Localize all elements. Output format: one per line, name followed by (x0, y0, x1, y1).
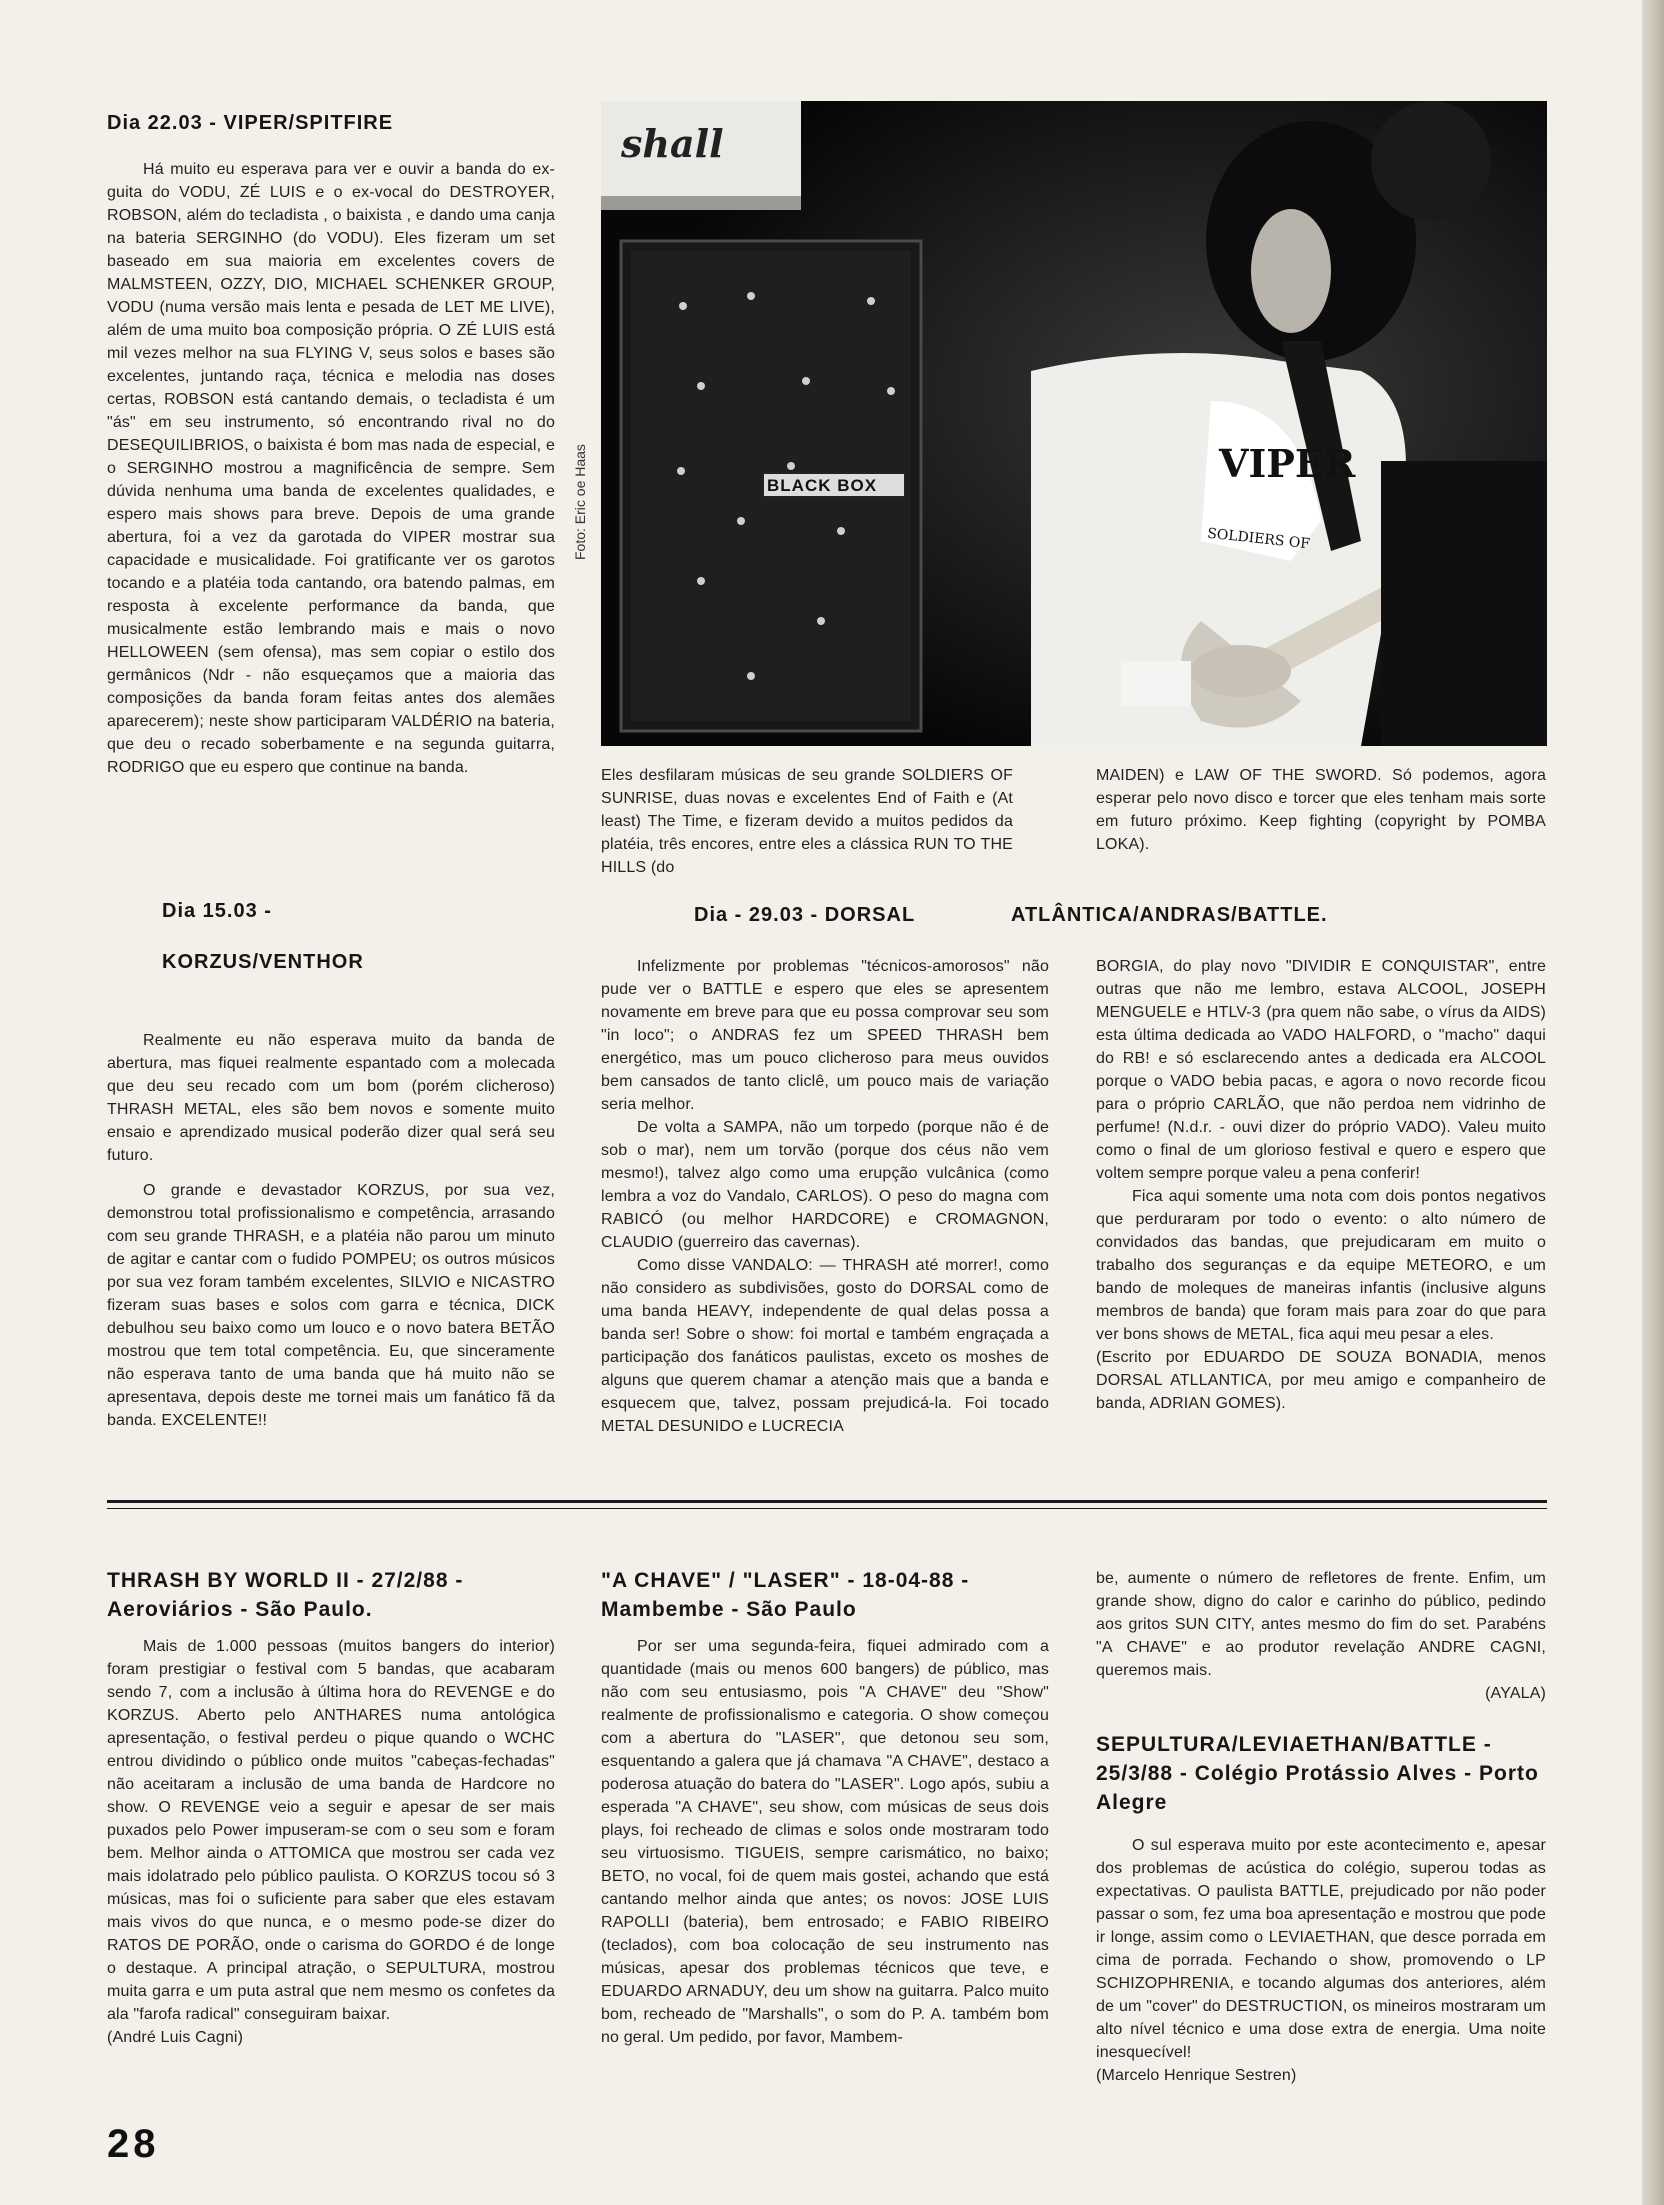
cabinet-label: BLACK BOX (767, 476, 878, 495)
thrash-article (107, 1635, 555, 2049)
page-edge (1642, 0, 1664, 2205)
dorsal-col1-paragraph-2: De volta a SAMPA, não um torpedo (porque não é de sob o mar), nem um torvão (porque dos céus não vem mesmo!), talvez algo como uma erupção vulcânica (como lembra a voz do Vandalo, CARLOS). O peso do magna com RABICÓ (ou melhor HARDCORE) e CROMAGNON, CLAUDIO (guerreiro das cavernas). (601, 1119, 1049, 1251)
korzus-paragraph-2: O grande e devastador KORZUS, por sua vez, demonstrou total profissionalismo e competência, arrasando com seu grande THRASH, e a platéia não parou um minuto de agitar e cantar com o fudido POMPEU; os outros músicos por sua vez foram também excelentes, SILVIO e NICASTRO fizeram suas bases e solos com garra e técnica, DICK debulhou seu baixo como um louco e o novo batera BETÃO mostrou que tem total competência. Eu, que sinceramente não esperava tanto de uma banda que há muito não se apresentava, depois deste me tornei mais um fanático fã da banda. EXCELENTE!! (107, 1182, 555, 1429)
korzus-heading-bands: KORZUS/VENTHOR (162, 951, 364, 973)
chave-col3-text: be, aumente o número de refletores de frente. Enfim, um grande show, digno do calor e carinho do público, pedindo aos gritos SUN CITY, antes mesmo do fim do set. Parabéns "A CHAVE" e ao produtor revelação ANDRE CAGNI, queremos mais. (1096, 1570, 1546, 1679)
dorsal-col2-paragraph-3: (Escrito por EDUARDO DE SOUZA BONADIA, menos DORSAL ATLLANTICA, por meu amigo e companheiro de banda, ADRIAN GOMES). (1096, 1349, 1546, 1412)
dorsal-heading-right: ATLÂNTICA/ANDRAS/BATTLE. (1011, 904, 1328, 926)
sepultura-paragraph-1: O sul esperava muito por este acontecimento e, apesar dos problemas de acústica do colégio, superou todas as expectativas. O paulista BATTLE, prejudicado por não poder passar o som, fez uma boa apresentação e mostrou que pode ir longe, assim como o LEVIAETHAN, que desce porrada em cima de porrada. Fechando o show, promovendo o LP SCHIZOPHRENIA, e tocando algumas dos anteriores, além de um "cover" do DESTRUCTION, os mineiros mostraram um alto nível técnico e uma dose extra de energia. Uma noite inesquecível! (1096, 1837, 1546, 2061)
chave-article (601, 1635, 1049, 2049)
viper-column-2 (601, 764, 1013, 879)
korzus-heading-date: Dia 15.03 - (162, 900, 272, 922)
viper-paragraph-1: Há muito eu esperava para ver e ouvir a banda do ex-guita do VODU, ZÉ LUIS e o ex-vocal do DESTROYER, ROBSON, além do tecladista , o baixista , e dando uma canja na bateria SERGINHO (do VODU). Eles fizeram um set baseado em sua maioria em excelentes covers de MALMSTEEN, OZZY, DIO, MICHAEL SCHENKER GROUP, VODU (numa versão mais lenta e pesada de LET ME LIVE), além de uma muito boa composição própria. O ZÉ LUIS está mil vezes melhor na sua FLYING V, seus solos e bases são excelentes, juntando raça, técnica e melodia nas doses certas, ROBSON está cantando demais, o tecladista é um "ás" em seu instrumento, só encontrando rival no do DESEQUILIBRIOS, o baixista é bom mas nada de especial, e o SERGINHO mostrou a magnificência de sempre. Sem dúvida nenhuma uma banda de excelentes qualidades, e espero mais shows para breve. Depois de uma grande abertura, foi a vez da garotada do VIPER mostrar sua capacidade e musicalidade. Foi gratificante ver os garotos tocando e a platéia toda cantando, ora batendo palmas, em resposta à excelente performance da banda, que musicalmente estão lembrando mais e mais o novo HELLOWEEN (sem ofensa), mas sem copiar o estilo dos germânicos (Ndr - não esqueçamos que a maioria das composições da banda foram feitas antes dos alemães aparecerem); neste show participaram VALDÉRIO na bateria, que deu o recado soberbamente e na segunda guitarra, RODRIGO que eu espero que continue na banda. (107, 161, 555, 776)
viper-heading: Dia 22.03 - VIPER/SPITFIRE (107, 112, 394, 134)
thrash-paragraph-1: Mais de 1.000 pessoas (muitos bangers do interior) foram prestigiar o festival com 5 bandas, que acabaram sendo 7, com a inclusão à última hora do REVENGE e do KORZUS. Aberto pelo ANTHARES numa antológica apresentação, o festival perdeu o pique quando o WCHC entrou dividindo o público onde muitos "cabeças-fechadas" não aceitaram a inclusão de uma banda de Hardcore no show. O REVENGE veio a seguir e apesar de ser mais puxados pelo Power impuseram-se com o seu som e foram bem. Melhor ainda o ATTOMICA que mostrou ser cada vez mais idolatrado pelo público paulista. O KORZUS tocou só 3 músicas, mas foi o suficiente para saber que eles estavam mais vivos do que nunca, e o mesmo pode-se dizer do RATOS DE PORÃO, onde o carisma do GORDO é de longe o destaque. A principal atração, o SEPULTURA, mostrou muita garra e um puta astral que nem mesmo os confetes da ala "farofa radical" conseguiram baixar. (107, 1638, 555, 2023)
chave-column-3 (1096, 1567, 1546, 1705)
sepultura-article (1096, 1834, 1546, 2087)
dorsal-heading-left: Dia - 29.03 - DORSAL (694, 904, 916, 926)
viper-column-3 (1096, 764, 1546, 856)
sepultura-signature: (Marcelo Henrique Sestren) (1096, 2067, 1297, 2084)
amp-logo: shall (621, 121, 724, 166)
dorsal-col1-paragraph-3: Como disse VANDALO: — THRASH até morrer!, como não considero as subdivisões, gosto do DORSAL como de uma banda HEAVY, independente de qual delas possa a banda ser! Sobre o show: foi mortal e também engraçada a participação dos fanáticos paulistas, exceto os moshes de alguns que querem chamar a atenção mais que a banda e esquecem que, talvez, possam prejudicá-la. Foi tocado METAL DESUNIDO e LUCRECIA (601, 1257, 1049, 1435)
sepultura-heading: SEPULTURA/LEVIAETHAN/BATTLE - 25/3/88 - Colégio Protássio Alves - Porto Alegre (1096, 1733, 1539, 1814)
photo-credit: Foto: Eric oe Haas (572, 444, 588, 560)
chave-paragraph-1: Por ser uma segunda-feira, fiquei admirado com a quantidade (mais ou menos 600 bangers) de público, mas não com seu entusiasmo, pois "A CHAVE" deu "Show" realmente de profissionalismo e categoria. O show começou com a abertura do "LASER", que detonou seu som, esquentando a galera que já chamava "A CHAVE", destaco a poderosa atuação do batera do "LASER". Logo após, subiu a esperada "A CHAVE", seu show, com músicas de seus dois plays, foi recheado de climas e solos onde mostraram todo seu virtuosismo. TIGUEIS, sempre carismático, no baixo; BETO, no vocal, foi de quem mais gostei, achando que está cantando melhor ainda que antes; os novos: JOSE LUIS RAPOLLI (bateria), bem entrosado; e FABIO RIBEIRO (teclados), com boa colocação de seu instrumento nas músicas, apesar dos problemas técnicos que teve, e EDUARDO ARNADUY, deu um show na guitarra. Palco muito bom, recheado de "Marshalls", o som do P. A. também bom no geral. Um pedido, por favor, Mambem- (601, 1638, 1049, 2046)
dorsal-col2-paragraph-2: Fica aqui somente uma nota com dois pontos negativos que perduraram por todo o evento: o alto número de convidados das bandas, que prejudicaram em muito o trabalho dos seguranças e da equipe METEORO, e um bando de moleques de maneiras infantis (inclusive alguns membros de banda) que foram mais para zoar do que para ver bons shows de METAL, fica aqui meu pesar a eles. (1096, 1188, 1546, 1343)
thrash-signature: (André Luis Cagni) (107, 2029, 244, 2046)
shirt-text: SOLDIERS OF (1206, 525, 1311, 553)
viper-article (107, 158, 555, 779)
page-number: 28 (107, 2122, 160, 2166)
section-divider-top (107, 1500, 1547, 1503)
shirt-logo: VIPER (1219, 441, 1356, 486)
dorsal-column-1 (601, 955, 1049, 1438)
section-divider-bottom (107, 1508, 1547, 1509)
thrash-heading: THRASH BY WORLD II - 27/2/88 - Aeroviários - São Paulo. (107, 1569, 464, 1621)
chave-heading: "A CHAVE" / "LASER" - 18-04-88 - Mambembe - São Paulo (601, 1569, 970, 1621)
korzus-paragraph-1: Realmente eu não esperava muito da banda de abertura, mas fiquei realmente espantado com a molecada que deu seu recado com um bom (porém clicheroso) THRASH METAL, eles são bem novos e somente muito ensaio e aprendizado musical poderão dizer qual será seu futuro. (107, 1032, 555, 1164)
viper-col2-text: Eles desfilaram músicas de seu grande SOLDIERS OF SUNRISE, duas novas e excelentes End of Faith e (At least) The Time, e fizeram devido a muitos pedidos da platéia, três encores, entre eles a clássica RUN TO THE HILLS (do (601, 767, 1013, 876)
chave-signature: (AYALA) (1485, 1685, 1546, 1702)
viper-col3-text: MAIDEN) e LAW OF THE SWORD. Só podemos, agora esperar pelo novo disco e torcer que eles tenham mais sorte em futuro próximo. Keep fighting (copyright by POMBA LOKA). (1096, 767, 1546, 853)
dorsal-col2-paragraph-1: BORGIA, do play novo "DIVIDIR E CONQUISTAR", entre outras que não me lembro, estava ALCOOL, JOSEPH MENGUELE e HTLV-3 (pra quem não sabe, o vírus da AIDS) esta última dedicada ao VADO HALFORD, o "macho" daqui do RB! e só esclarecendo antes a dedicada era ALCOOL porque o VADO bebia pacas, e agora o novo recorde ficou para o próprio CARLÃO, que não perdoa nem vidrinho de perfume! (N.d.r. - ouvi dizer do próprio VADO). Valeu muito como o final de um glorioso festival e quero e espero que voltem sempre porque valeu a pena conferir! (1096, 958, 1546, 1182)
dorsal-column-2 (1096, 955, 1546, 1415)
dorsal-col1-paragraph-1: Infelizmente por problemas "técnicos-amorosos" não pude ver o BATTLE e espero que eles se apresentem novamente em breve para que eu possa comprovar seu som "in loco"; o ANDRAS fez um SPEED THRASH bem energético, mas um pouco clicheroso para meus ouvidos bem cansados de tanto cliclê, um pouco mais de variação seria melhor. (601, 958, 1049, 1113)
korzus-article (107, 1029, 555, 1432)
concert-photo (601, 101, 1547, 746)
